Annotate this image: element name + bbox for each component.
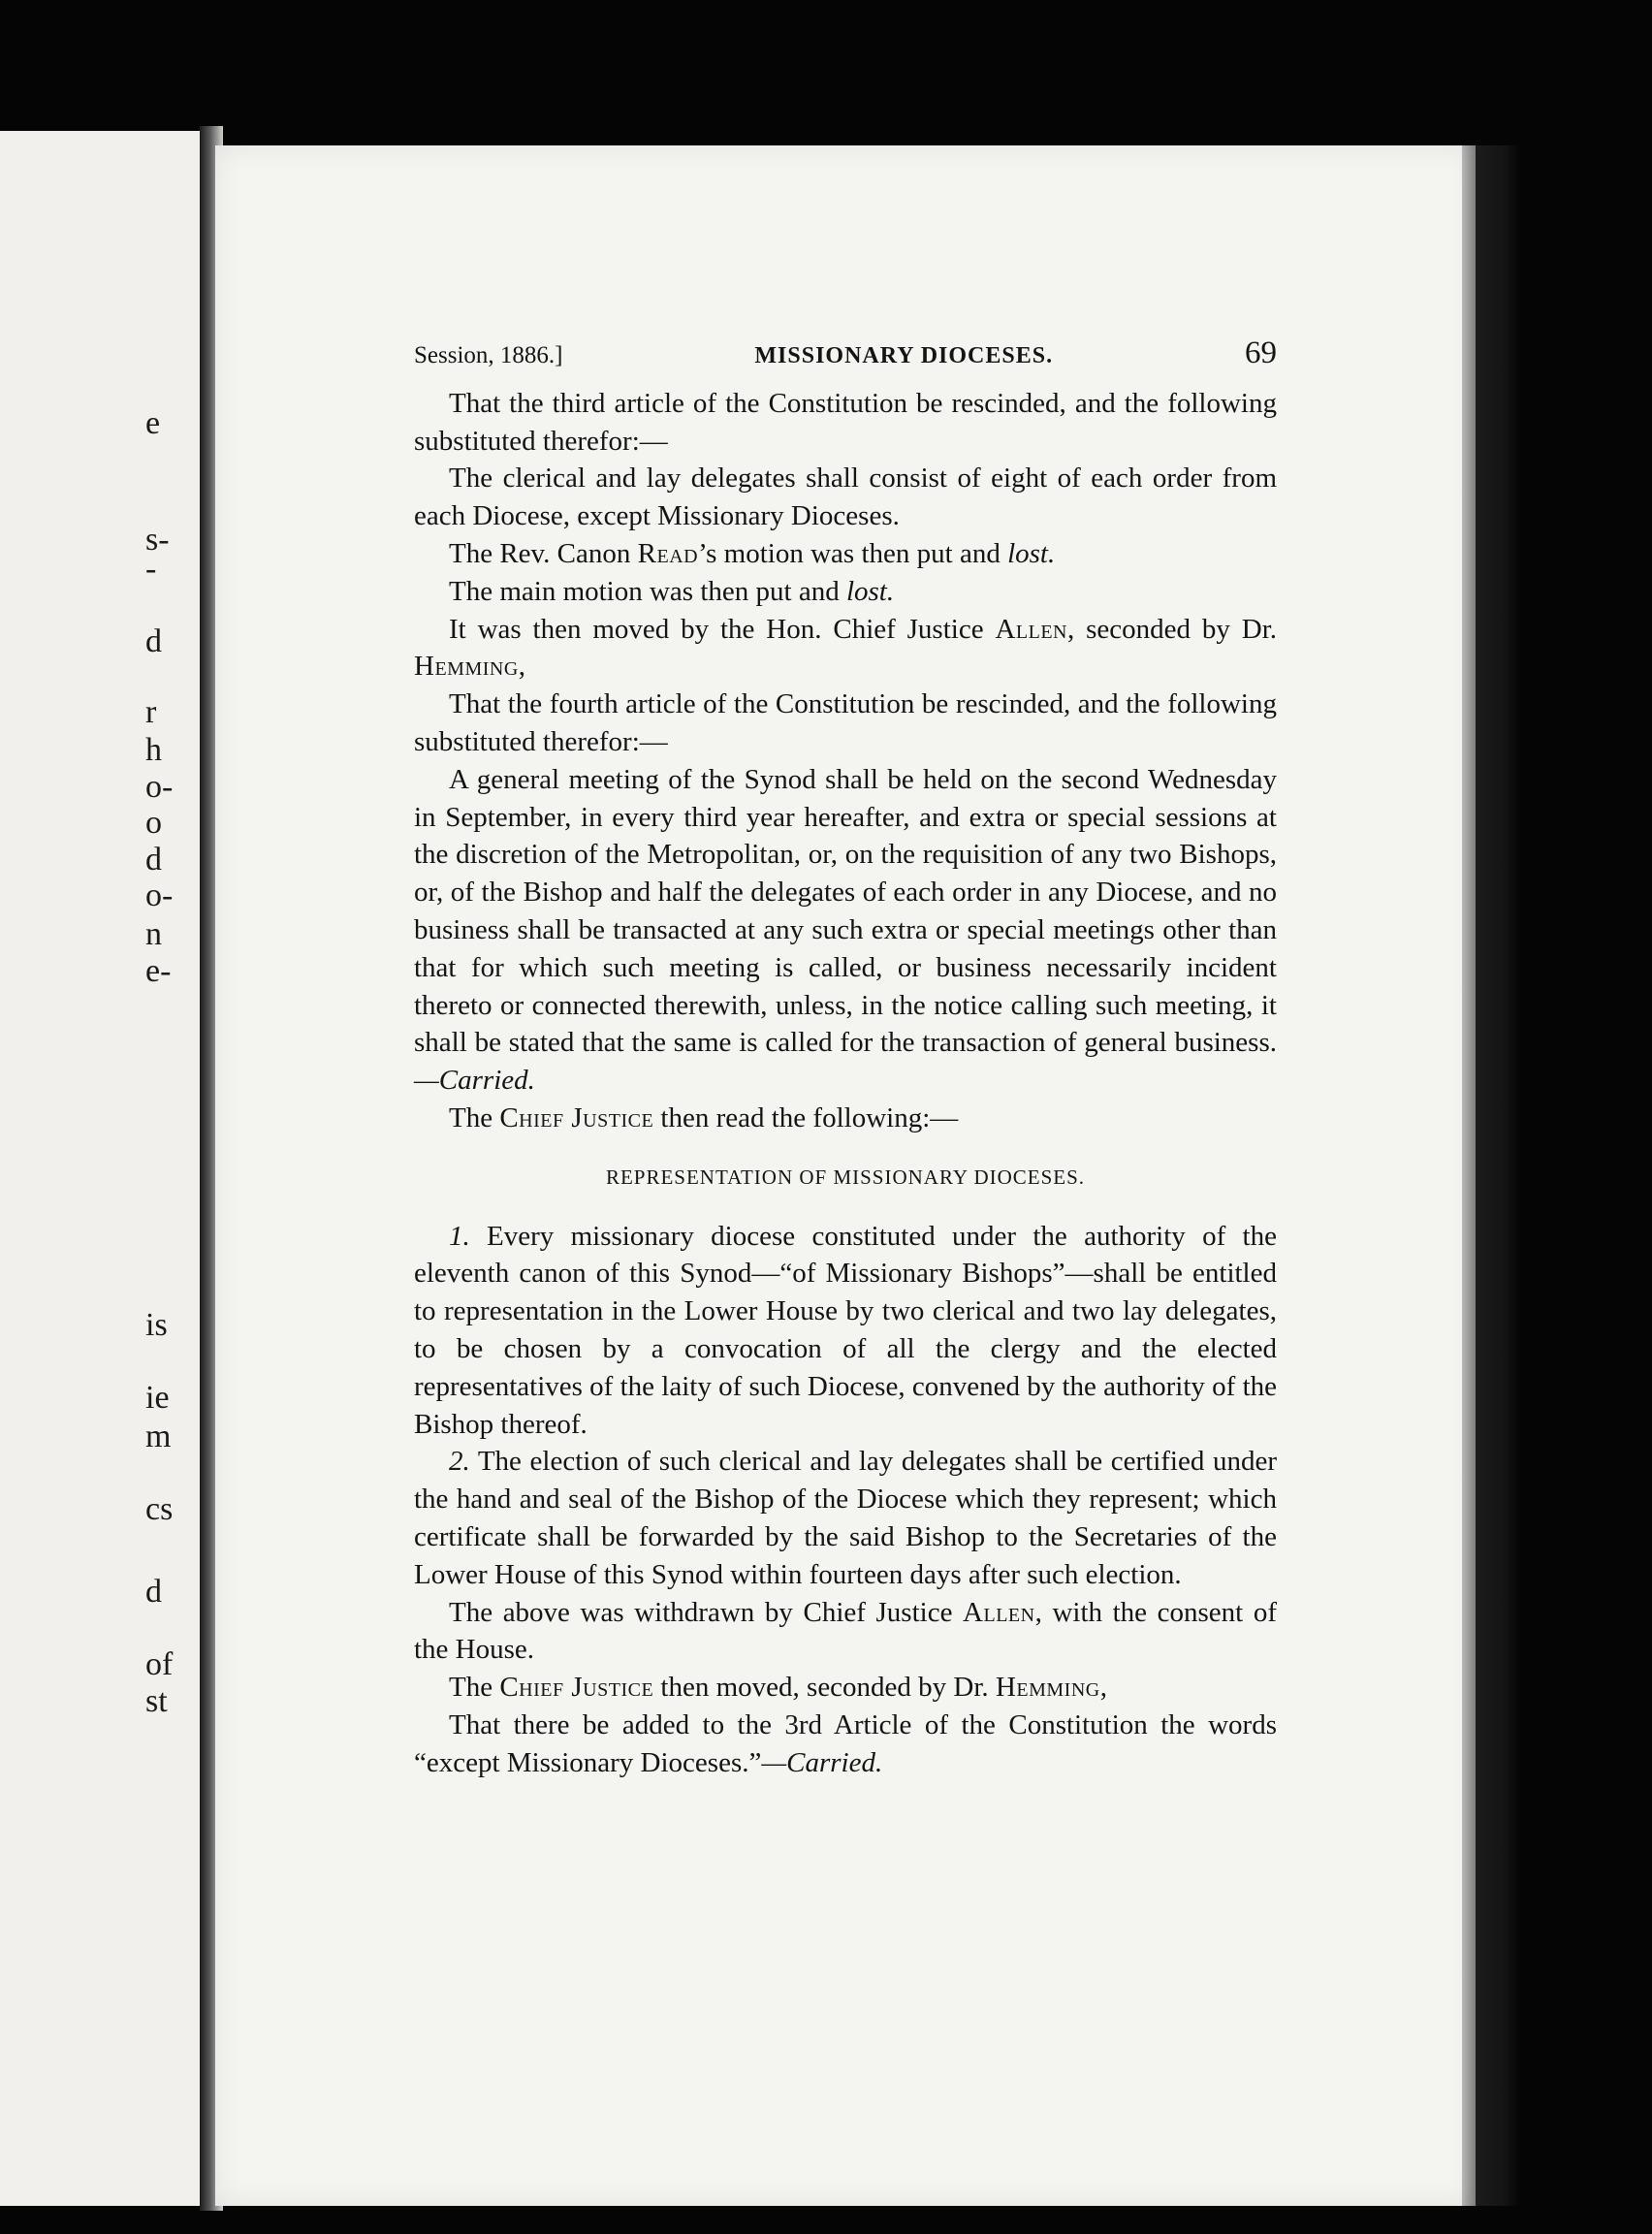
motion-result: —Carried. xyxy=(414,1065,535,1097)
page-edge-shadow xyxy=(1462,145,1520,2206)
text: The Rev. Canon xyxy=(449,537,638,569)
person-name: Hemming xyxy=(414,651,519,683)
page-number: 69 xyxy=(1245,335,1277,370)
text: It was then moved by the Hon. Chief Justice xyxy=(449,613,996,645)
left-page-fragment: o- xyxy=(145,878,174,913)
left-page-fragment: e- xyxy=(145,953,172,989)
text: The election of such clerical and lay delegates shall be certified under the hand and seal of the Bishop of the Diocese which they represent; which certificate shall be forwarded by the said Bishop to the Secretaries of the Lower House of this Synod within fourteen days after such election. xyxy=(414,1446,1277,1590)
page-text xyxy=(414,335,1277,1781)
paragraph xyxy=(414,1100,1277,1137)
left-page-fragment: is xyxy=(145,1307,168,1343)
left-page-margin xyxy=(0,131,204,2206)
header-title: MISSIONARY DIOCESES. xyxy=(754,343,1054,368)
left-page-fragment: e xyxy=(145,405,161,441)
text: then read the following:— xyxy=(653,1101,959,1133)
person-name: Read xyxy=(637,537,699,569)
paragraph xyxy=(414,535,1277,573)
person-name: Allen xyxy=(963,1596,1035,1628)
left-page-fragment: r xyxy=(145,694,157,730)
left-page-fragment: o- xyxy=(145,769,174,805)
paragraph xyxy=(414,573,1277,611)
text: ’s motion was then put and xyxy=(698,537,1008,569)
paragraph: That the third article of the Constitution be rescinded, and the following substituted therefor:— xyxy=(414,387,1277,457)
left-page-fragment: h xyxy=(145,732,162,768)
text: The xyxy=(449,1101,500,1133)
left-page-fragment: o xyxy=(145,805,162,841)
left-page-fragment: n xyxy=(145,916,162,952)
header-session: Session, 1886.] xyxy=(414,342,563,368)
paragraph: That the fourth article of the Constitution be rescinded, and the following substituted therefor:— xyxy=(414,688,1277,757)
left-page-fragment: d xyxy=(145,623,162,659)
text: , xyxy=(1099,1672,1107,1704)
text: That there be added to the 3rd Article of the Constitution the words “except Missionary Dioceses.” xyxy=(414,1708,1277,1778)
paragraph xyxy=(414,1594,1277,1670)
left-page-fragment: of xyxy=(145,1646,174,1682)
person-name: Hemming xyxy=(995,1672,1100,1704)
text: , xyxy=(518,651,526,683)
running-header xyxy=(414,335,1277,375)
paragraph xyxy=(414,1669,1277,1707)
motion-result: lost. xyxy=(1007,537,1056,569)
left-page-fragment: d xyxy=(145,842,162,878)
numbered-item xyxy=(414,1218,1277,1444)
text: A general meeting of the Synod shall be held on the second Wednesday in September, in every third year hereafter, and extra or special sessions at the discretion of the Metropolitan, or, on the requisition of any two Bishops, or, of the Bishop and half the delegates of each order in any Diocese, and no business shall be transacted at any such extra or special meetings other than that for which such meeting is called, or business necessarily incident thereto or connected therewith, unless, in the notice calling such meeting, it shall be stated that the same is called for the transaction of general business. xyxy=(414,763,1277,1059)
left-page-fragment: st xyxy=(145,1683,168,1719)
left-page-fragment: d xyxy=(145,1574,162,1610)
text: The above was withdrawn by Chief Justice xyxy=(449,1596,964,1628)
item-number: 1. xyxy=(449,1220,470,1252)
paragraph: The clerical and lay delegates shall consist of eight of each order from each Diocese, except Missionary Dioceses. xyxy=(414,463,1277,532)
paragraph xyxy=(414,761,1277,1100)
paragraph xyxy=(414,1707,1277,1782)
text: Every missionary diocese constituted under the authority of the eleventh canon of this Synod—“of Missionary Bishops”—shall be entitled to representation in the Lower House by two clerical and two lay delegates, to be chosen by a convocation of all the clergy and the elected representatives of the laity of such Diocese, convened by the authority of the Bishop thereof. xyxy=(414,1220,1277,1440)
section-heading: REPRESENTATION OF MISSIONARY DIOCESES. xyxy=(605,1165,1086,1189)
left-page-fragment: ie xyxy=(145,1380,170,1416)
numbered-item xyxy=(414,1443,1277,1593)
text: The main motion was then put and xyxy=(449,575,846,607)
motion-result: —Carried. xyxy=(761,1746,883,1778)
text: The xyxy=(449,1672,500,1704)
text: , with the consent of the House. xyxy=(414,1596,1277,1666)
left-page-fragment: s- xyxy=(145,522,170,558)
left-page-fragment: - xyxy=(145,551,157,587)
paragraph xyxy=(414,611,1277,686)
text: , seconded by Dr. xyxy=(1067,613,1277,645)
left-page-fragment: cs xyxy=(145,1491,174,1527)
item-number: 2. xyxy=(449,1446,470,1478)
text: then moved, seconded by Dr. xyxy=(653,1672,996,1704)
motion-result: lost. xyxy=(845,575,895,607)
person-name: Chief Justice xyxy=(499,1672,654,1704)
left-page-fragment: m xyxy=(145,1419,172,1454)
person-name: Allen xyxy=(995,613,1067,645)
person-name: Chief Justice xyxy=(499,1101,654,1133)
